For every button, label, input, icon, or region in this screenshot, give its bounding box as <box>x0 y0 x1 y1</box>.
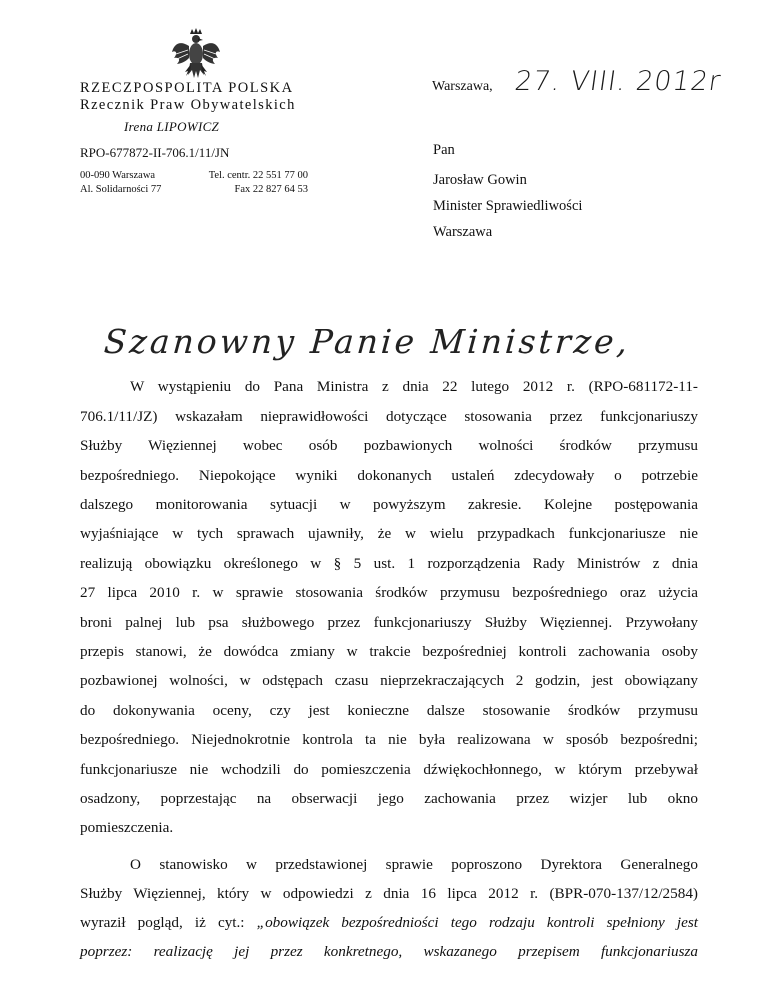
body-line: realizują obowiązku określonego w § 5 ust. 1 rozporządzenia Rady Ministrów z dnia <box>80 555 698 572</box>
recipient-city: Warszawa <box>433 224 493 240</box>
body-line: broni palnej lub psa służbowego przez funkcjonariuszy Służby Więziennej. Przywołany <box>80 614 698 631</box>
body-line-mixed <box>80 908 698 938</box>
quoted-text-line: poprzez: realizację jej przez konkretnego, wskazanego przepisem funkcjonariusza <box>80 943 698 960</box>
quoted-text: „obowiązek bezpośredniości tego rodzaju kontroli spełniony jest <box>256 914 698 931</box>
fax-number: Fax 22 827 64 53 <box>234 184 308 195</box>
handwritten-date: 27. VIII. 2012r <box>512 66 724 97</box>
body-text-fragment: wyraził pogląd, iż cyt.: <box>80 914 257 931</box>
body-line: Służby Więziennej wobec osób pozbawionych wolności środków przymusu <box>80 437 698 454</box>
polish-eagle-emblem-icon <box>170 28 222 86</box>
place: Warszawa, <box>432 79 493 94</box>
body-line: bezpośredniego. Niejednokrotnie kontrola ta nie była realizowana w sposób bezpośredni; <box>80 731 698 748</box>
body-line: Służby Więziennej, który w odpowiedzi z dnia 16 lipca 2012 r. (BPR-070-137/12/2584) <box>80 885 698 902</box>
institution-subtitle: Rzecznik Praw Obywatelskich <box>80 97 296 113</box>
body-line: dalszego monitorowania sytuacji w powyższym zakresie. Kolejne postępowania <box>80 496 698 513</box>
reference-number: RPO-677872-II-706.1/11/JN <box>80 145 230 160</box>
recipient-name: Jarosław Gowin <box>433 172 527 188</box>
body-line: pomieszczenia. <box>80 819 174 836</box>
institution-name: RZECZPOSPOLITA POLSKA <box>80 80 294 96</box>
address-postal: 00-090 Warszawa <box>80 170 156 181</box>
body-line: funkcjonariusze nie wchodzili do pomieszczenia dźwiękochłonnego, w którym przebywał <box>80 761 698 778</box>
handwritten-salutation: Szanowny Panie Ministrze, <box>102 322 632 361</box>
body-line: osadzony, poprzestając na obserwacji jego zachowania przez wizjer lub okno <box>80 790 698 807</box>
body-line: bezpośredniego. Niepokojące wyniki dokonanych ustaleń zdecydowały o potrzebie <box>80 467 698 484</box>
body-line: przepis stanowi, że dowódca zmiany w trakcie bezpośredniej kontroli zachowania osoby <box>80 643 698 660</box>
body-line: 706.1/11/JZ) wskazałam nieprawidłowości dotyczące stosowania przez funkcjonariuszy <box>80 408 698 425</box>
signer-name: Irena LIPOWICZ <box>124 119 220 134</box>
body-line: 27 lipca 2010 r. w sprawie stosowania środków przymusu bezpośredniego oraz użycia <box>80 584 698 601</box>
body-line: W wystąpieniu do Pana Ministra z dnia 22 lutego 2012 r. (RPO-681172-11- <box>130 378 698 395</box>
body-line: do dokonywania oceny, czy jest konieczne dalsze stosowanie środków przymusu <box>80 702 698 719</box>
recipient-salutation: Pan <box>433 142 455 158</box>
recipient-title: Minister Sprawiedliwości <box>433 198 583 214</box>
body-line: wyjaśniające w tych sprawach ujawniły, że w wielu przypadkach funkcjonariusze nie <box>80 525 698 542</box>
phone-number: Tel. centr. 22 551 77 00 <box>208 170 308 181</box>
body-line: pozbawionej wolności, w odstępach czasu nieprzekraczających 2 godzin, jest obowiązany <box>80 672 698 689</box>
body-line: O stanowisko w przedstawionej sprawie poproszono Dyrektora Generalnego <box>130 856 698 873</box>
address-street: Al. Solidarności 77 <box>80 184 162 195</box>
